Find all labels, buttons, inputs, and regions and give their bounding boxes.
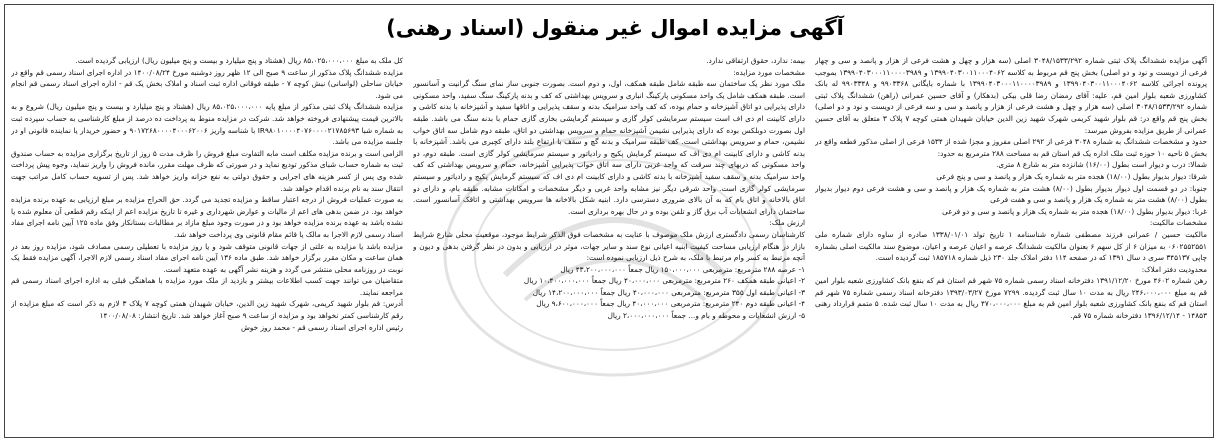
paragraph: حدود و مشخصات ششدانگ به شماره ۳۰۴۸ فرعی از ۲۹۲ اصلی مفروز و مجزا شده از ۱۵۳۴ فرعی از اصلی مذکور قطعه واقع در بخش ۵ ناحیه ۱۰ حوزه ثبت ملک اداره یک قم استان قم به مساحت ۲۸۸ مترمربع به حدود: — [815, 137, 1207, 158]
paragraph: غربا: دیوار بدیوار بطول (۱۸/۰۰) هجده متر به شماره یک هزار و پانصد و سی و دو فرعی — [942, 206, 1207, 216]
paragraph: الزامی است و برنده مزایده مکلف است مابه التفاوت مبلغ فروش را ظرف مدت ۵ روز از تاریخ برگزاری مزایده به حساب صندوق ثبت به شماره حساب شبای مذکور تودیع نماید و در صورتی که ظرف مهلت مقرر، مانده فروش را واریز ننماید، وجوه پیش پرداخت شده وی پس از کسر هزینه های اجرایی و حقوق دولتی به نفع خزانه واریز خواهد شد. پس از تسویه حساب کامل مراتب جهت انتقال سند به نام برنده اقدام خواهد شد. — [11, 148, 403, 193]
paragraph: شرقا: دیوار بدیوار بطول (۱۸/۰۰) هجده متر به شماره یک هزار و پانصد و سی و پنج فرعی — [936, 171, 1207, 181]
paragraph: مالکیت حسین / عمرانی فرزند مصطفی شماره شناسنامه ۱ تاریخ تولد ۱۳۳۸/۰۱/۰۱ صادره از ساوه دارای شماره ملی ۰۶۰۲۵۵۲۵۵۱ به میزان ۶ از کل سهم ۶ بعنوان مالکیت ششدانگ عرصه و اعیان عرصه و اعیان، موضوع سند مالکیت اصلی بشماره چاپی ۳۴۵۱۳۷ سری د سال ۱۳۹۱ که در صفحه ۱۱۴ دفتر املاک جلد ۲۳۰ ذیل شماره ۱۸۵۷۱۸ ثبت گردیده است. — [815, 229, 1207, 263]
signature-line: رئیس اداره اجرای اسناد رسمی قم - محمد روز خوش — [240, 322, 403, 332]
paragraph: کل ملک به مبلغ ۸۵،۰۲۵،۰۰۰،۰۰۰ ریال (هشتاد و پنج میلیارد و بیست و پنج میلیون ریال) ارزیابی گردیده است. — [75, 56, 403, 65]
paragraph: ۱- عرصه ۲۸۸ مترمربع: مترمربعی ۱۵۰،۰۰۰،۰۰۰ ریال جمعاً ۴۳،۲۰۰،۰۰۰،۰۰۰ ریال — [560, 264, 805, 274]
column-middle — [413, 55, 805, 433]
notice-columns — [11, 55, 1207, 433]
paragraph: ۳- اعیانی طبقه اول ۳۵۵ مترمربع: مترمربعی ۴۰،۰۰۰،۰۰۰ ریال جمعاً ۱۴،۲۰۰،۰۰۰،۰۰۰ ریال — [532, 287, 805, 297]
column-right — [815, 55, 1207, 433]
paragraph: محدودیت دفتر املاک: — [1141, 264, 1207, 274]
paragraph: ۵- ارزش انشعابات و محوطه و بام و... جمعاً ۲،۰۰۰،۰۰۰،۰۰۰ ریال — [607, 311, 805, 321]
paragraph: ۴- اعیانی طبقه دوم ۲۴۰ مترمربع: مترمربعی ۴۰،۰۰۰،۰۰۰ ریال جمعاً ۹،۶۰۰،۰۰۰،۰۰۰ ریال — [536, 299, 805, 309]
paragraph: ۲- اعیانی طبقه همکف ۲۶۰ مترمربع: مترمربعی ۴۰،۰۰۰،۰۰۰ ریال جمعاً ۱۰،۴۰۰،۰۰۰،۰۰۰ ریال — [523, 276, 805, 286]
paragraph: مزایده ششدانگ پلاک ثبتی مذکور از مبلغ پایه ۸۵،۰۲۵،۰۰۰،۰۰۰ ریال (هشتاد و پنج میلیارد و بیست و پنج میلیون ریال) شروع و به بالاترین قیمت پیشنهادی فروخته خواهد شد. شرکت در مزایده منوط به پرداخت ده درصد از مبلغ کارشناسی به حساب سپرده ثبت به شماره شبا IR۹۸۰۱۰۰۰۰۴۰۷۶۰۰۰۰۲۱۷۸۵۶۹۳ با شناسه واریز ۹۰۱۷۲۶۸۰۰۰۰۴۰۰۰۶۲۰۰۶ و حضور خریدار یا نماینده قانونی او در جلسه مزایده می باشد. — [11, 102, 403, 147]
paragraph: بیمه: ندارد، حقوق ارتفاقی ندارد. — [706, 56, 805, 65]
paragraph: ارزش ملک: — [769, 218, 805, 228]
paragraph: مزایده باشد یا مزایده به علتی از جهات قانونی متوقف شود و یا روز مزایده با تعطیلی رسمی مصادف شود، مزایده روز بعد در همان ساعت و مکان مقرر برگزار خواهد شد. طبق ماده ۱۳۶ آیین نامه اجرای مفاد اسناد رسمی لازم الاجرا، آگهی مزایده فقط یک نوبت در روزنامه محلی منتشر می گردد و هزینه نشر آگهی به عهده متعهد است. — [11, 241, 403, 274]
paragraph: جنوبا: در دو قسمت اول دیوار بدیوار بطول (۸/۰۰) هشت متر به شماره یک هزار و پانصد و سی و هشت فرعی دوم دیوار بدیوار بطول (۸/۰۰) هشت متر به شماره یک هزار و پانصد و سی و هفت فرعی — [815, 183, 1207, 205]
notice-title: آگهی مزایده اموال غیر منقول (اسناد رهنی) — [386, 16, 844, 40]
paragraph: به صورت عملیات فروش از درجه اعتبار ساقط و مزایده تجدید می گردد. حق الحراج مزایده بر مبلغ ارزیابی به عهده برنده مزایده خواهد بود. در ضمن بدهی های اعم از مالیات و عوارض شهرداری و غیره تا تاریخ مزایده اعم از اینکه رقم قطعی آن معلوم شده یا نشده باشد به عهده برنده مزایده خواهد بود و در صورت وجود مبلغ مازاد بر مطالبات بستانکار وفق ماده ۱۲۵ آیین نامه اجرای مفاد اسناد رسمی لازم الاجرا به مالک یا قائم مقام قانونی وی پرداخت خواهد شد. — [11, 195, 403, 239]
auction-notice — [4, 4, 1214, 438]
paragraph: ملک مورد نظر یک ساختمان سه طبقه شامل طبقه همکف، اول، و دوم است. بصورت جنوبی ساز نمای سنگ گرانیت و آسانسور است. طبقه همکف شامل یک واحد مسکونی پارکینگ انباری و سرویس بهداشتی که کف و بدنه پارکینگ سنگ سفید، واحد مسکونی دارای پذیرایی دو اتاق آشپزخانه و حمام بوده، که کف واحد سرامیک بدنه و سقف پذیرایی و اتاقها سفید و آشپزخانه با بدنه کاشی و دارای کابینت ام دی اف است سیستم سرمایشی کولر گازی و سیستم گرمایشی بخاری گازی حمام با بدنه سنگ می باشد. طبقه اول بصورت دوبلکس بوده که دارای پذیرایی نشیمن آشپزخانه حمام و سرویس بهداشتی دو اتاق، طبقه دوم شامل سه اتاق خواب نشیمن، حمام و سرویس بهداشتی است. کف طبقه سرامیک و بدنه گچ و سقف با ارتفاع بلند دارای کچبری می باشد. آشپزخانه با بدنه کاشی و دارای کابینت ام دی اف که سیستم گرمایش پکیج و رادیاتور و سیستم سرمایشی کولر گازی است. طبقه دوم، دو واحد مسکونی که دربهای چند سرقت که واحد غربی دارای سه اتاق خواب پذیرایی آشپزخانه، حمام و سرویس بهداشتی که کف واحد سرامیک بدنه و سقف سفید آشپزخانه با بدنه کاشی و دارای کابینت ام دی اف که سیستم گرمایش پکیج و رادیاتور و سیستم سرمایشی کولر گازی است. واحد شرقی دیگر نیز مشابه واحد غربی و دیگر مشخصات و امکانات مشابه. طبقه بام، و دارای دو اتاق بالاخانه و اتاق بام که به آن بالای ضروری دسترسی دارد. ابنیه شکل بالاخانه ها سرویس بهداشتی و اتاقک آسانسور است. ساختمان دارای انشعابات آب برق گاز و تلفن بوده و در حال بهره برداری است. — [413, 79, 805, 216]
paragraph: رهن شماره ۴۶۰۲ مورخ ۱۳۹۱/۱۲/۲۰ دفترخانه اسناد رسمی شماره ۷۵ شهر قم استان قم که بنفع بانک کشاورزی شعبه بلوار امین قم به مبلغ ۲۴۶،۰۰۰،۰۰۰ ریال به مدت ۱۰ سال ثبت گردیده. ۷۲۹۹ مورخ ۱۳۹۳/۰۳/۲۷ دفترخانه اسناد رسمی شماره ۷۵ شهر قم استان قم که بنفع بانک کشاورزی شعبه بلوار امین قم به مبلغ ۴۷۰،۰۰۰،۰۰۰ ریال به مدت ۱۰ سال ثبت شده. ۵ متمم قرارداد رهنی ۱۴۸۵۳ - ۱۳۹۶/۱۲/۱۴ دفترخانه شماره ۷۵ قم. — [815, 276, 1207, 321]
paragraph: مشخصات مورد مزایده: — [733, 67, 805, 77]
paragraph: شمالا: درب و دیوار است بطول (۱۶/۰۰) شانزده متر به شارع ۸ متری. — [996, 160, 1207, 170]
column-left — [11, 55, 403, 433]
paragraph: آدرس: قم بلوار شهید کریمی، شهرک شهید زین الدین، خیابان شهیدان همتی کوچه ۷ پلاک ۳ لازم به ذکر است که مبلغ مزایده از رقم کارشناسی کمتر نخواهد بود و مزایده از ساعت ۹ صبح آغاز خواهد شد. تاریخ انتشار: ۱۴۰۰/۰۸/۰۸ — [11, 299, 403, 321]
paragraph: مزایده ششدانگ پلاک مذکور از ساعت ۹ صبح الی ۱۲ ظهر روز دوشنبه مورخ ۱۴۰۰/۰۸/۲۴ در اداره اجرای اسناد رسمی قم واقع در خیابان ساحلی (لواسانی) نبش کوچه ۷ - طبقه فوقانی اداره ثبت اسناد و املاک بخش یک قم - اداره اجرای اسناد رسمی قم انجام می شود. — [11, 67, 403, 100]
paragraph: مشخصات مالکیت: — [1149, 218, 1207, 228]
paragraph: متقاضیان می توانند جهت کسب اطلاعات بیشتر و بازدید از ملک مورد مزایده با هماهنگی قبلی به اداره اجرای اسناد رسمی قم مراجعه نمایند. — [11, 276, 403, 297]
title-bar — [386, 5, 844, 51]
paragraph: کارشناسان رسمی دادگستری ارزش ملک موصوف با عنایت به مشخصات فوق الذکر شرایط موجود، موقعیت محلی شارع شرایط بازار در هنگام ارزیابی مساحت کیفیت ابنیه اعیانی نوع سند و سایر جهات، موثر در ارزیابی و بدون در نظر گرفتن بدهی و دیون و آنچه مرتبط به کسر وام مرتبط با ملک، به شرح ذیل ارزیابی نموده است: — [413, 229, 805, 263]
paragraph: آگهی مزایده ششدانگ پلاک ثبتی شماره ۳۰۴۸/۱۵۳۳/۲۹۲ اصلی (سه هزار و چهل و هشت فرعی از هزار و پانصد و سی و چهار فرعی از دویست و نود و دو اصلی) بخش پنج قم مربوط به کلاسه ۱۳۹۹۰۴۰۳۰۰۱۱۰۰۰۴۰۶۲ و ۱۳۹۹۰۴۰۳۰۰۰۱۱۰۰۰۰۳۹۸۹ بموجب پرونده اجرائی کلاسه ۱۳۹۹۰۴۰۳۰۰۱۱۰۰۰۴۰۶۲ و ۱۳۹۹۰۴۰۳۰۰۰۱۱۰۰۰۰۳۹۸۹ با شماره بایگانی ۹۹۰۳۳۶۸ و ۹۹۰۳۳۴۸ له بانک کشاورزی شعبه بلوار امین قم، علیه: آقای رمضان رضا قلی بیکی (بدهکار) و آقای حسین عمرانی (راهن) ششدانگ پلاک ثبتی شماره ۳۰۴۸/۱۵۳۳/۲۹۲ اصلی (سه هزار و چهل و هشت فرعی از هزار و پانصد و سی و سه فرعی از دویست و نود و دو اصلی) بخش پنج قم واقع در: قم بلوار شهید کریمی شهرک شهید زین الدین خیابان شهیدان همتی کوچه ۷ پلاک ۳ متعلق به آقای حسین عمرانی از طریق مزایده بفروش میرسد: — [815, 56, 1207, 135]
